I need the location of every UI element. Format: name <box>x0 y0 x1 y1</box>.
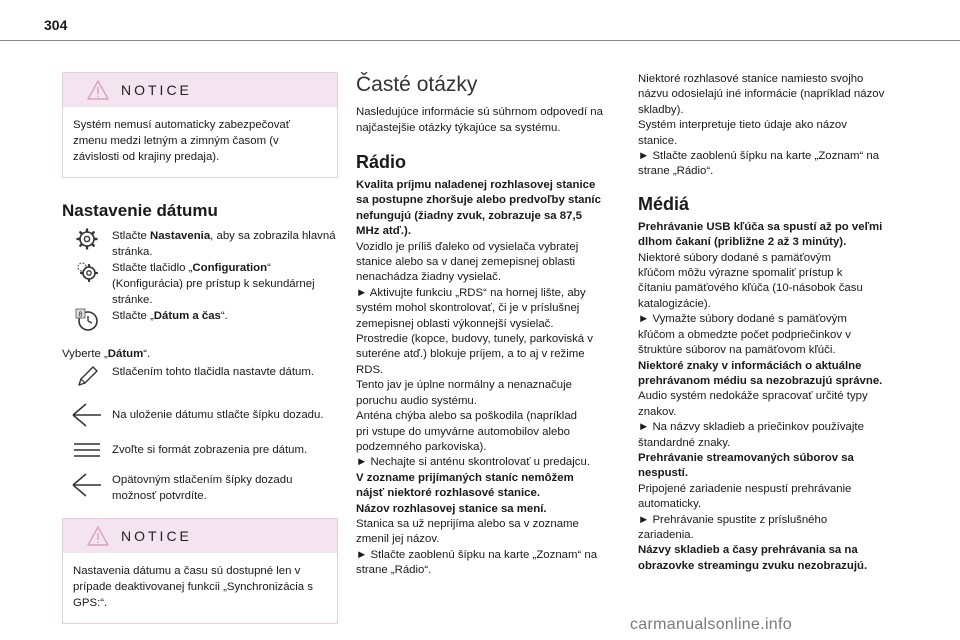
text-line: ► Stlačte zaoblenú šípku na karte „Zoznam“ na <box>356 548 598 561</box>
text-line: Niektoré rozhlasové stanice namiesto svojho <box>638 73 864 85</box>
text-line: MHz atď.). <box>356 225 412 238</box>
back-arrow-icon <box>70 472 104 498</box>
media-text <box>638 220 910 574</box>
text-line: RDS. <box>356 363 384 376</box>
clock-icon <box>75 308 99 332</box>
faq-intro: Nasledujúce informácie sú súhrnom odpovedí na najčastejšie otázky týkajúce sa systému. <box>356 106 603 134</box>
middle-column <box>356 72 624 579</box>
warning-icon <box>87 526 109 546</box>
radio-title: Rádio <box>356 152 407 172</box>
radio-text-continued <box>638 72 910 180</box>
text-line: Tento jav je úplne normálny a nenaznačuje <box>356 379 572 392</box>
text-line: Vozidlo je príliš ďaleko od vysielača vybratej <box>356 240 579 253</box>
text-line: čítaniu pamäťového kľúča (10-násobok času <box>638 282 863 295</box>
text-line: Systém interpretuje tieto údaje ako názov <box>638 119 847 132</box>
text-line: strane „Rádio“. <box>356 564 432 577</box>
text-line: zariadenia. <box>638 528 694 541</box>
left-column <box>62 72 338 624</box>
text-line: Audio systém nedokáže spracovať určité typy <box>638 390 868 403</box>
faq-title: Časté otázky <box>356 73 478 96</box>
text-line: Niektoré súbory dodané s pamäťovým <box>638 251 831 264</box>
text-line: dlhom čakaní (približne 2 až 3 minúty). <box>638 236 847 249</box>
notice-label: NOTICE <box>121 528 192 544</box>
text-line: Niektoré znaky v informáciách o aktuálne <box>638 359 862 372</box>
text-line: Prostredie (kopce, budovy, tunely, parkoviská v <box>356 333 593 346</box>
text-line: obrazovke streamingu zvuku nezobrazujú. <box>638 559 868 572</box>
text-line: ► Na názvy skladieb a priečinkov používajte <box>638 421 864 434</box>
media-title: Médiá <box>638 193 690 214</box>
svg-text:8: 8 <box>78 311 83 319</box>
text-line: nájsť niektoré rozhlasové stanice. <box>356 487 540 500</box>
text-line: kľúčom a obmedzte počet podpriečinkov v <box>638 328 851 341</box>
text-line: skladby). <box>638 103 684 116</box>
text-line: prehrávanom médiu sa nezobrazujú správne. <box>638 374 883 387</box>
text-line: ► Stlačte zaoblenú šípku na karte „Zoznam“ na <box>638 150 880 163</box>
notice-box-1 <box>62 72 338 178</box>
text-line: kľúčom môžu výrazne spomaliť prístup k <box>638 267 843 280</box>
configuration-icon <box>75 260 99 282</box>
text-line: systém mohol skontrolovať, či je v príslušnej <box>356 302 580 315</box>
watermark: carmanualsonline.info <box>630 616 792 633</box>
list-icon <box>72 440 102 460</box>
gear-icon <box>76 228 98 250</box>
select-date: Vyberte „Dátum“. <box>62 348 151 360</box>
text-line: ► Vymažte súbory dodané s pamäťovým <box>638 313 847 326</box>
text-line: nenachádza žiadny vysielač. <box>356 271 502 284</box>
step-date-time: 8 Stlačte „Dátum a čas“. <box>62 308 338 332</box>
notice-label: NOTICE <box>121 82 192 98</box>
text-line: stanice alebo sa v danej zemepisnej oblasti <box>356 256 576 269</box>
section-title-date: Nastavenie dátumu <box>62 201 218 220</box>
text-line: zemepisnej oblasti výkonnejší vysielač. <box>356 317 554 330</box>
text-line: katalogizácie). <box>638 297 711 310</box>
text-line: štruktúre súborov na pamäťovom kľúči. <box>638 344 836 357</box>
text-line: nespustí. <box>638 467 689 480</box>
radio-text <box>356 178 624 579</box>
text-line: ► Prehrávanie spustite z príslušného <box>638 513 828 526</box>
text-line: Stanica sa už neprijíma alebo sa v zozname <box>356 517 579 530</box>
text-line: štandardné znaky. <box>638 436 731 449</box>
text-line: Prehrávanie USB kľúča sa spustí až po veľmi <box>638 220 883 233</box>
text-line: Kvalita príjmu naladenej rozhlasovej stanice <box>356 179 596 191</box>
step-settings: Stlačte Nastavenia, aby sa zobrazila hlavná stránka. <box>62 228 338 260</box>
warning-icon <box>87 80 109 100</box>
text-line: Názov rozhlasovej stanice sa mení. <box>356 502 547 515</box>
text-line: názvu odosielajú iné informácie (napríklad názov <box>638 88 885 101</box>
text-line: Názvy skladieb a časy prehrávania sa na <box>638 544 858 557</box>
text-line: ► Aktivujte funkciu „RDS“ na hornej lište, aby <box>356 286 586 299</box>
notice-box-2 <box>62 518 338 624</box>
text-line: suteréne atď.) blokuje príjem, a to aj v režime <box>356 348 585 361</box>
text-line: zmenil jej názov. <box>356 533 440 546</box>
header-rule <box>0 40 960 41</box>
text-line: pri vstupe do umyvárne automobilov alebo <box>356 425 571 438</box>
text-line: strane „Rádio“. <box>638 165 714 178</box>
substep-set-date: Stlačením tohto tlačidla nastavte dátum. <box>62 364 338 390</box>
right-column <box>638 72 910 574</box>
back-arrow-icon <box>70 402 104 428</box>
text-line: Pripojené zariadenie nespustí prehrávanie <box>638 482 852 495</box>
text-line: Prehrávanie streamovaných súborov sa <box>638 451 854 464</box>
text-line: automaticky. <box>638 498 702 511</box>
text-line: podzemného parkoviska). <box>356 440 487 453</box>
text-line: nefungujú (žiadny zvuk, zobrazuje sa 87,5 <box>356 209 582 222</box>
notice-text: Systém nemusí automaticky zabezpečovať zmenu medzi letným a zimným časom (v závislosti od krajiny predaja). <box>73 119 290 163</box>
step-configuration: Stlačte tlačidlo „Configuration“ (Konfigurácia) pre prístup k sekundárnej stránke. <box>62 260 338 308</box>
text-line: poruchu audio systému. <box>356 394 477 407</box>
notice-text: Nastavenia dátumu a času sú dostupné len v prípade deaktivovanej funkcii „Synchronizácia s GPS:“. <box>73 565 313 609</box>
text-line: Anténa chýba alebo sa poškodila (napríklad <box>356 410 577 423</box>
text-line: stanice. <box>638 134 678 147</box>
substep-save-date: Na uloženie dátumu stlačte šípku dozadu. <box>62 402 338 428</box>
substep-confirm: Opätovným stlačením šípky dozadu možnosť potvrdíte. <box>62 472 338 504</box>
text-line: V zozname prijímaných staníc nemôžem <box>356 471 574 484</box>
page-number: 304 <box>44 17 68 33</box>
substep-date-format: Zvoľte si formát zobrazenia pre dátum. <box>62 440 338 460</box>
text-line: ► Nechajte si anténu skontrolovať u predajcu. <box>356 456 590 469</box>
text-line: sa postupne zhoršuje alebo predvoľby staníc <box>356 194 601 207</box>
text-line: znakov. <box>638 405 677 418</box>
pencil-icon <box>74 364 100 390</box>
